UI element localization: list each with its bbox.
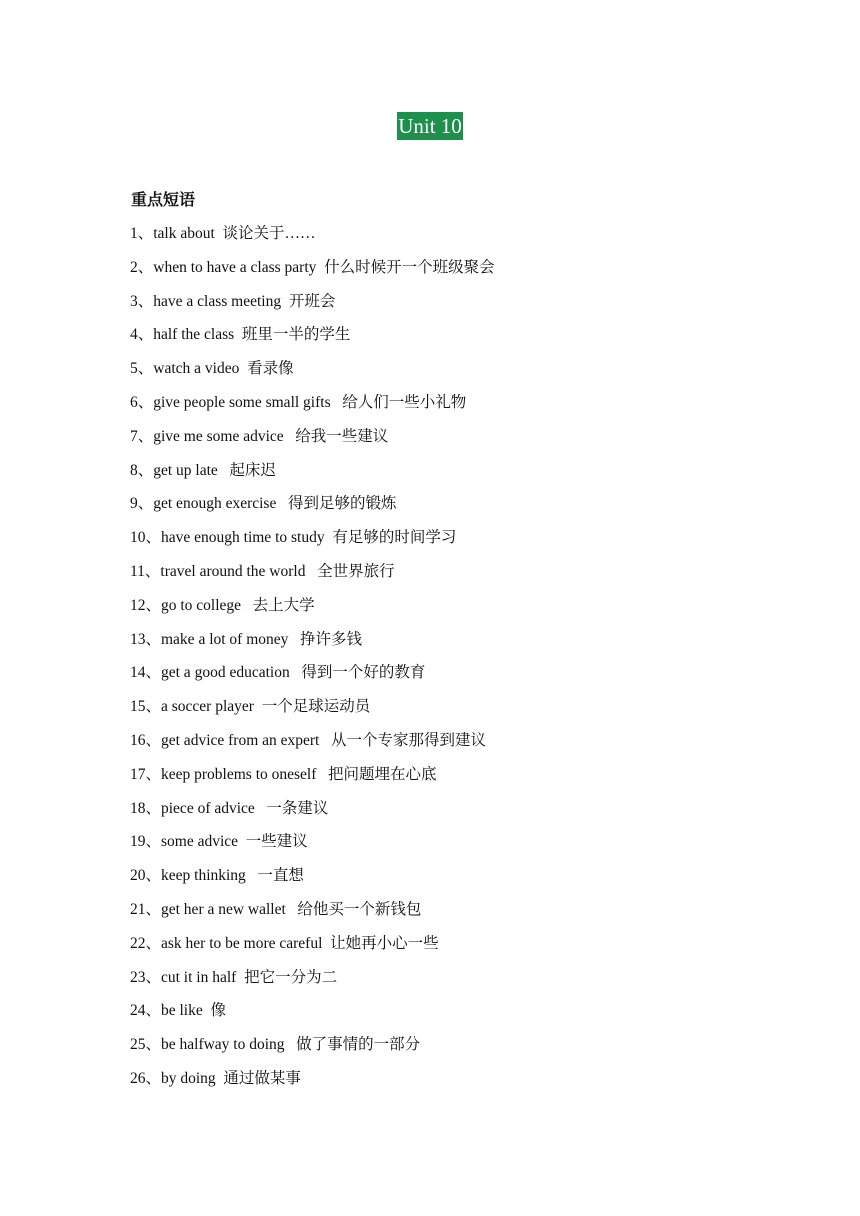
phrase-item-18: 18、piece of advice 一条建议 [130, 799, 329, 817]
section-heading: 重点短语 [131, 190, 196, 209]
phrase-item-9: 9、get enough exercise 得到足够的锻炼 [130, 495, 397, 513]
page-title: Unit 10 [398, 114, 462, 138]
phrase-item-19: 19、some advice 一些建议 [130, 833, 308, 851]
phrase-item-26: 26、by doing 通过做某事 [130, 1069, 301, 1087]
phrase-item-8: 8、get up late 起床迟 [130, 461, 276, 479]
phrase-item-6: 6、give people some small gifts 给人们一些小礼物 [130, 393, 467, 411]
phrase-item-13: 13、make a lot of money 挣许多钱 [130, 630, 363, 648]
phrase-item-25: 25、be halfway to doing 做了事情的一部分 [130, 1036, 421, 1054]
phrase-item-20: 20、keep thinking 一直想 [130, 867, 304, 885]
phrase-list [130, 223, 495, 1102]
phrase-item-22: 22、ask her to be more careful 让她再小心一些 [130, 934, 439, 952]
phrase-item-4: 4、half the class 班里一半的学生 [130, 326, 351, 344]
phrase-item-14: 14、get a good education 得到一个好的教育 [130, 664, 426, 682]
phrase-item-15: 15、a soccer player 一个足球运动员 [130, 698, 371, 716]
phrase-item-24: 24、be like 像 [130, 1002, 226, 1020]
phrase-item-2: 2、when to have a class party 什么时候开一个班级聚会 [130, 258, 495, 276]
phrase-item-1: 1、talk about 谈论关于…… [130, 225, 316, 242]
phrase-item-12: 12、go to college 去上大学 [130, 596, 315, 614]
phrase-item-3: 3、have a class meeting 开班会 [130, 292, 336, 310]
phrase-item-17: 17、keep problems to oneself 把问题埋在心底 [130, 765, 437, 783]
phrase-item-21: 21、get her a new wallet 给他买一个新钱包 [130, 900, 422, 918]
phrase-item-11: 11、travel around the world 全世界旅行 [130, 562, 395, 580]
page-title-container [0, 112, 860, 140]
phrase-item-7: 7、give me some advice 给我一些建议 [130, 427, 389, 445]
phrase-item-23: 23、cut it in half 把它一分为二 [130, 968, 338, 986]
phrase-item-16: 16、get advice from an expert 从一个专家那得到建议 [130, 731, 486, 749]
phrase-item-10: 10、have enough time to study 有足够的时间学习 [130, 529, 457, 547]
phrase-item-5: 5、watch a video 看录像 [130, 360, 294, 378]
